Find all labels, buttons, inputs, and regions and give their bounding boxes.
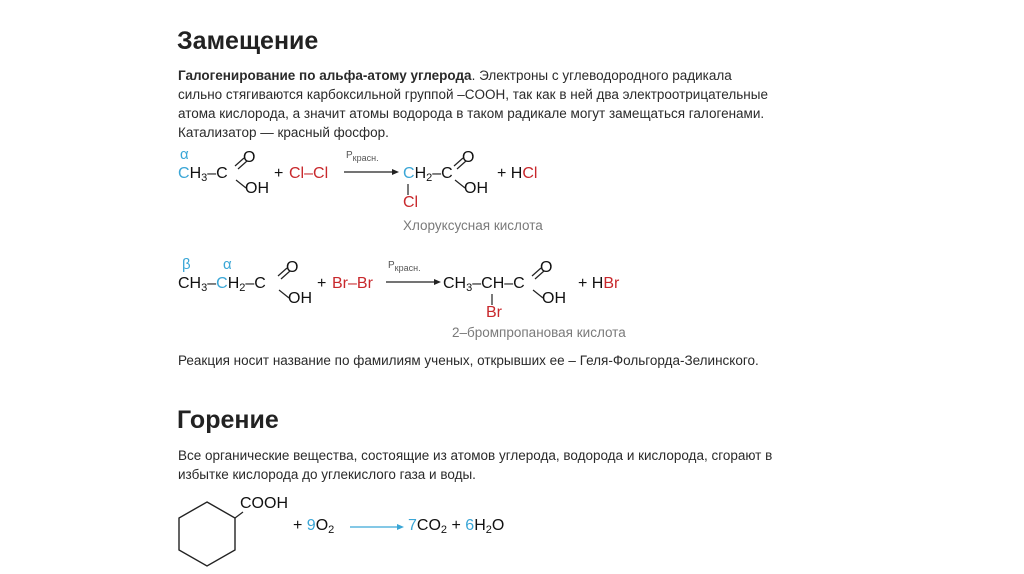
oxygen: O [315, 517, 329, 534]
reaction2-substituent: Br [486, 304, 502, 321]
reaction1-product-OH: OH [464, 180, 488, 197]
halogen: Cl [522, 165, 538, 182]
condition-p: P [346, 150, 353, 161]
condition-sub: красн. [394, 263, 421, 273]
reaction2-product-O: O [540, 259, 553, 276]
coefficient: 6 [465, 517, 475, 534]
subscript: 2 [328, 524, 335, 536]
subscript: 2 [440, 524, 448, 536]
alpha-carbon: C [403, 165, 415, 182]
reaction1-OH: OH [245, 180, 269, 197]
text-line-3: атома кислорода, а значит атомы водорода в таком радикале могут замещаться галогенами. [178, 106, 765, 121]
substituent-bond-line [235, 512, 243, 518]
text-line-1: . Электроны с углеводородного радикала [471, 68, 732, 83]
bold-lead: Галогенирование по альфа-атому углерода [178, 68, 472, 83]
subscript: 2 [426, 172, 433, 184]
alpha-label-2: α [223, 256, 232, 273]
cyclohexane-ring [179, 502, 235, 566]
oxygen: O [491, 517, 505, 534]
text-line-2: сильно стягиваются карбоксильной группой –COOH, так как в ней два электроотрицательные [178, 87, 768, 102]
alpha-label: α [180, 146, 189, 163]
reaction2-product-OH: OH [542, 290, 566, 307]
coefficient: 9 [306, 517, 316, 534]
halogen: Br [603, 275, 620, 292]
section-title-substitution: Замещение [177, 27, 319, 55]
subscript: 3 [466, 282, 473, 294]
ch3: CH [443, 275, 467, 292]
reaction2-O: O [286, 259, 299, 276]
plus: + [293, 517, 303, 534]
reaction2-caption: 2–бромпропановая кислота [452, 325, 626, 340]
condition-sub: красн. [352, 153, 379, 163]
plus: + [451, 517, 461, 534]
carboxyl-carbon: –C [207, 165, 228, 182]
reaction1-substituent: Cl [403, 194, 419, 211]
carboxyl-carbon: –C [504, 275, 525, 292]
section-title-combustion: Горение [177, 406, 279, 434]
single-bond-line [279, 290, 289, 298]
arrow-head [397, 524, 404, 530]
alpha-carbon: C [216, 275, 228, 292]
subscript: 2 [239, 282, 246, 294]
h-atom: H [189, 165, 202, 182]
reaction1-reagent: Cl–Cl [289, 165, 329, 182]
arrow-head [392, 169, 399, 175]
subscript: 3 [201, 172, 208, 184]
single-bond-line [455, 180, 465, 188]
bond: – [207, 275, 217, 292]
reaction2-OH: OH [288, 290, 312, 307]
reaction1-O: O [243, 149, 256, 166]
single-bond-line [236, 180, 246, 188]
single-bond-line [533, 290, 543, 298]
ch: CH [481, 275, 505, 292]
reaction3-substituent: COOH [240, 495, 288, 512]
beta-label: β [182, 256, 191, 273]
reaction1-plus: + [274, 165, 284, 182]
h-atom: H [414, 165, 427, 182]
subscript: 3 [201, 282, 208, 294]
arrow-head [434, 279, 441, 285]
h-atom: H [227, 275, 240, 292]
ch3: CH [178, 275, 202, 292]
text-line-1: Все органические вещества, состоящие из атомов углерода, водорода и кислорода, сгорают в [178, 448, 773, 463]
reaction2-plus: + [317, 275, 327, 292]
co2: CO [416, 517, 441, 534]
subscript: 2 [485, 524, 492, 536]
carboxyl-carbon: –C [245, 275, 266, 292]
condition-p: P [388, 260, 395, 271]
alpha-carbon: C [178, 165, 190, 182]
hydrogen: H [474, 517, 486, 534]
text-line-2: избытке кислорода до углекислого газа и воды. [178, 467, 476, 482]
reaction2-reagent: Br–Br [332, 275, 373, 292]
coefficient: 7 [408, 517, 417, 534]
bond: – [472, 275, 482, 292]
reaction1-caption: Хлоруксусная кислота [403, 218, 543, 233]
reaction-name-note: Реакция носит название по фамилиям ученых, открывших ее – Геля-Фольгорда-Зелинского. [178, 353, 759, 368]
text-line-4: Катализатор — красный фосфор. [178, 125, 389, 140]
plus-h: + H [578, 275, 604, 292]
reaction1-product-O: O [462, 149, 475, 166]
carboxyl-carbon: –C [432, 165, 453, 182]
plus-h: + H [497, 165, 523, 182]
